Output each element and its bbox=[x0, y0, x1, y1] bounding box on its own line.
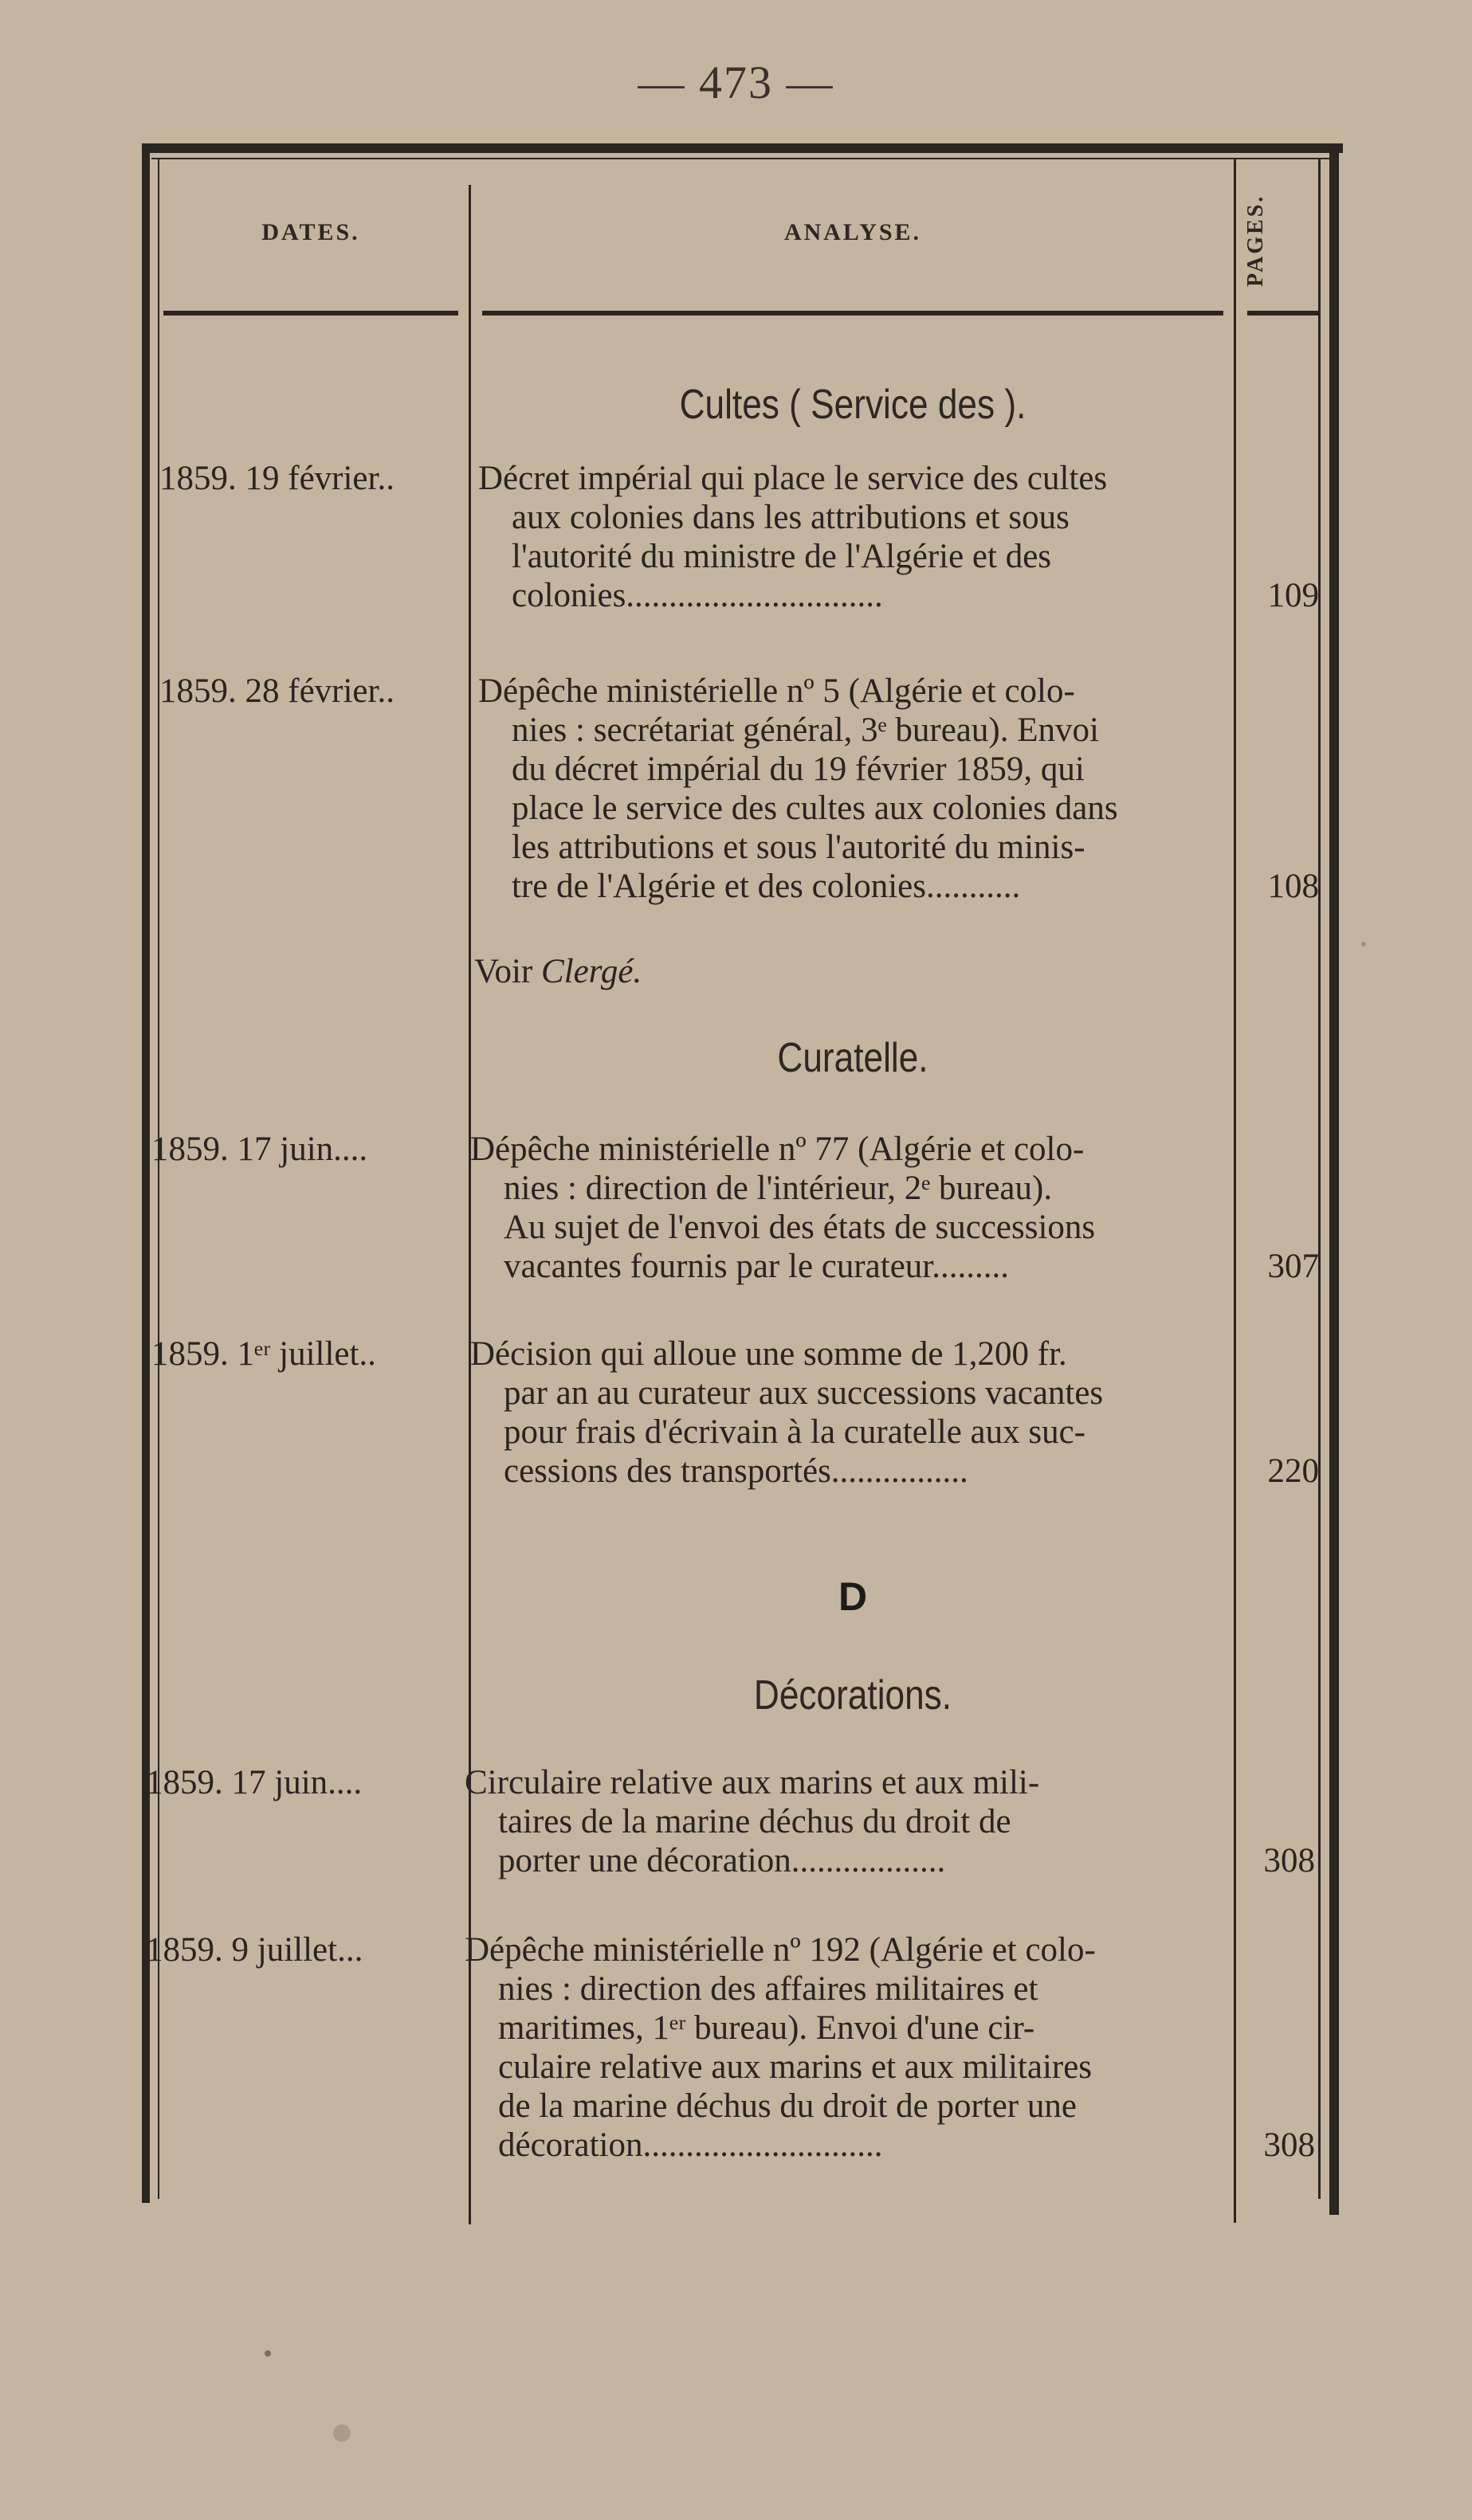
letter-heading-d: D bbox=[838, 1574, 868, 1619]
entry-date: 1859. 19 février.. bbox=[159, 460, 394, 497]
pages-inner-rule bbox=[1318, 159, 1321, 2199]
entry-line: taires de la marine déchus du droit de bbox=[498, 1803, 1011, 1840]
entry-text bbox=[465, 1763, 1226, 1880]
entry-line: les attributions et sous l'autorité du minis- bbox=[512, 829, 1085, 866]
entry-line: vacantes fournis par le curateur......... bbox=[504, 1248, 1009, 1285]
entry-text bbox=[478, 459, 1231, 615]
page-number: — 473 — bbox=[638, 57, 834, 108]
see-also-link[interactable]: Clergé. bbox=[541, 953, 642, 990]
entry-line: Circulaire relative aux marins et aux mili- bbox=[465, 1764, 1040, 1801]
table-left-border bbox=[142, 143, 150, 2203]
section-title-decorations: Décorations. bbox=[753, 1672, 952, 1719]
see-also-clerge bbox=[474, 952, 642, 991]
entry-line: Au sujet de l'envoi des états de successions bbox=[504, 1209, 1096, 1246]
header-dates: DATES. bbox=[261, 219, 360, 245]
entry-date: 1859. 28 février.. bbox=[159, 672, 394, 710]
entry-line: tre de l'Algérie et des colonies........... bbox=[512, 868, 1021, 905]
entry-line: culaire relative aux marins et aux militaires bbox=[498, 2048, 1093, 2086]
entry-text bbox=[470, 1334, 1231, 1491]
entry-line: décoration............................ bbox=[498, 2126, 883, 2164]
entry-date: 1859. 9 juillet... bbox=[146, 1931, 363, 1969]
entry-page: 108 bbox=[1267, 868, 1319, 905]
entry-text bbox=[465, 1930, 1226, 2165]
entry-line: Dépêche ministérielle nº 5 (Algérie et colo- bbox=[478, 672, 1075, 710]
entry-line: l'autorité du ministre de l'Algérie et des bbox=[512, 538, 1052, 575]
section-title-curatelle: Curatelle. bbox=[777, 1035, 928, 1081]
entry-line: de la marine déchus du droit de porter une bbox=[498, 2087, 1077, 2125]
entry-line: nies : direction des affaires militaires et bbox=[498, 1970, 1038, 2008]
entry-line: colonies.............................. bbox=[512, 577, 883, 614]
entry-page: 109 bbox=[1267, 577, 1319, 614]
header-analyse: ANALYSE. bbox=[783, 219, 922, 245]
entry-page: 308 bbox=[1263, 1842, 1315, 1879]
header-rule-dates bbox=[163, 311, 458, 315]
paper-speck bbox=[265, 2350, 271, 2357]
entry-line: Dépêche ministérielle nº 77 (Algérie et colo- bbox=[470, 1131, 1085, 1168]
header-pages: PAGES. bbox=[1243, 194, 1268, 287]
table-top-rule-thin bbox=[151, 158, 1331, 159]
entry-date: 1859. 1ᵉʳ juillet.. bbox=[151, 1335, 376, 1373]
entry-line: Dépêche ministérielle nº 192 (Algérie et colo- bbox=[465, 1931, 1096, 1969]
header-rule-analyse bbox=[482, 311, 1223, 315]
entry-page: 308 bbox=[1263, 2126, 1315, 2164]
paper-speck bbox=[333, 2424, 351, 2442]
entry-line: du décret impérial du 19 février 1859, qui bbox=[512, 751, 1085, 788]
entry-line: maritimes, 1ᵉʳ bureau). Envoi d'une cir- bbox=[498, 2009, 1035, 2047]
entry-line: aux colonies dans les attributions et sous bbox=[512, 499, 1070, 536]
entry-text bbox=[470, 1130, 1231, 1286]
entry-line: Décret impérial qui place le service des cultes bbox=[478, 460, 1108, 497]
entry-date: 1859. 17 juin.... bbox=[151, 1131, 368, 1168]
header-rule-pages bbox=[1247, 311, 1319, 315]
table-right-border bbox=[1329, 143, 1339, 2215]
entry-page: 307 bbox=[1267, 1248, 1319, 1285]
entry-line: cessions des transportés................ bbox=[504, 1452, 968, 1490]
entry-date: 1859. 17 juin.... bbox=[146, 1764, 363, 1801]
column-divider-pages bbox=[1234, 159, 1236, 2223]
entry-text bbox=[478, 672, 1231, 906]
section-title-cultes: Cultes ( Service des ). bbox=[679, 382, 1026, 428]
entry-line: par an au curateur aux successions vacantes bbox=[504, 1374, 1104, 1412]
entry-line: pour frais d'écrivain à la curatelle aux suc- bbox=[504, 1413, 1086, 1451]
entry-page: 220 bbox=[1267, 1452, 1319, 1490]
entry-line: nies : secrétariat général, 3ᵉ bureau). Envoi bbox=[512, 711, 1099, 749]
entry-line: porter une décoration.................. bbox=[498, 1842, 946, 1879]
see-also-prefix: Voir bbox=[474, 953, 542, 990]
paper-speck bbox=[1361, 942, 1366, 946]
table-top-rule bbox=[143, 143, 1343, 153]
entry-line: place le service des cultes aux colonies dans bbox=[512, 790, 1118, 827]
entry-line: nies : direction de l'intérieur, 2ᵉ bureau). bbox=[504, 1170, 1053, 1207]
entry-line: Décision qui alloue une somme de 1,200 fr. bbox=[470, 1335, 1067, 1373]
